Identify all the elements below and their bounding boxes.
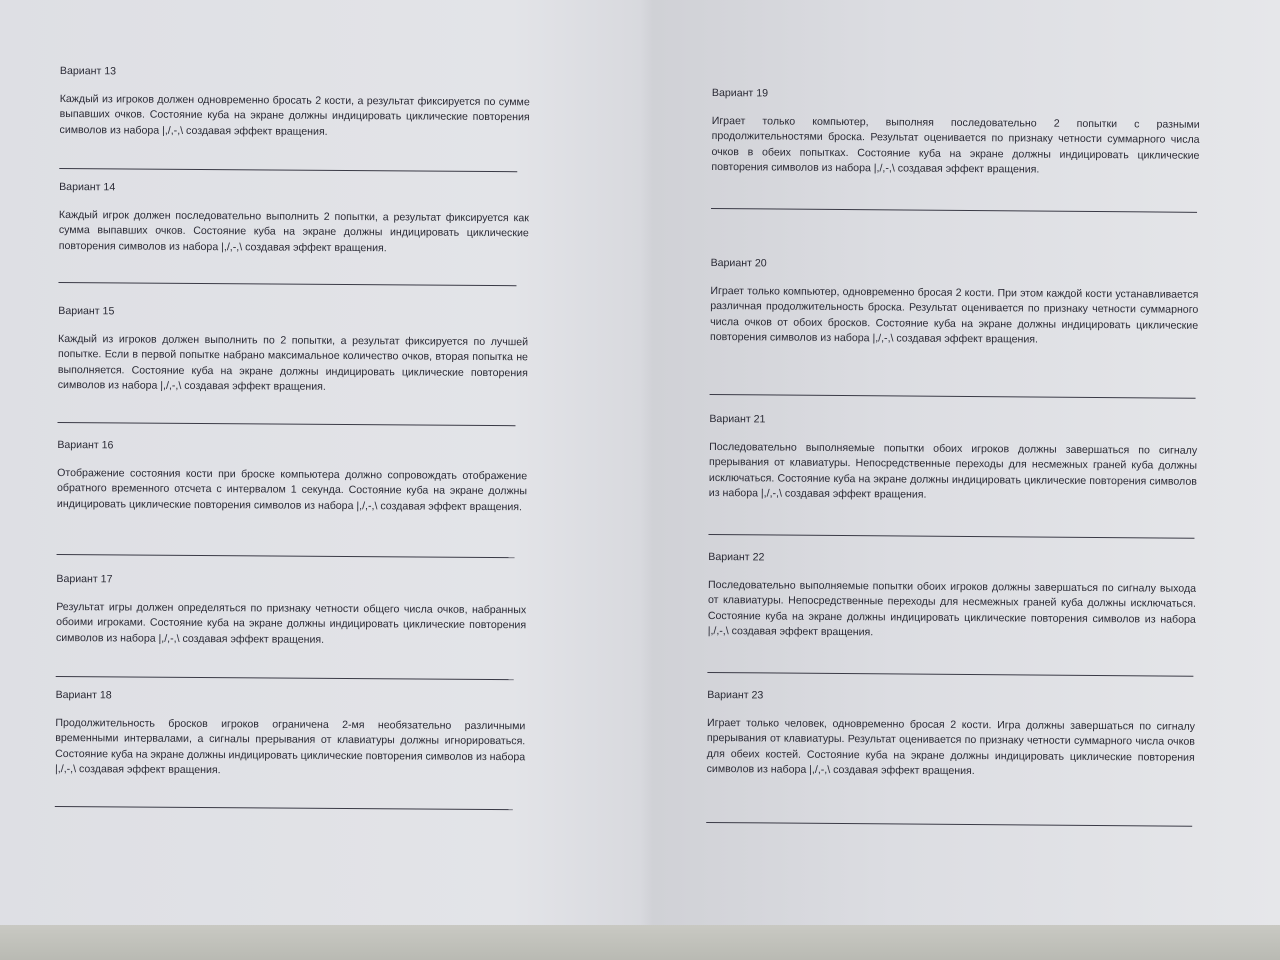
variant-title: Вариант 20 (710, 256, 767, 270)
variant-14 (58, 180, 529, 307)
variant-text: Каждый игрок должен последовательно выполнить 2 попытки, а результат фиксируется как сумма выпавших очков. Состояние куба на экране должны индицировать циклические повторения символов из набора |,/,-,\ создавая эффект вращения. (58, 208, 529, 254)
separator-line (710, 394, 1196, 399)
separator-line (58, 282, 516, 286)
separator-line (706, 822, 1192, 827)
separator-line (711, 208, 1197, 213)
variant-19 (711, 86, 1200, 260)
separator-line (708, 534, 1194, 539)
right-page (706, 86, 1200, 832)
variant-title: Вариант 13 (59, 64, 117, 78)
variant-text: Результат игры должен определяться по признаку четности общего числа очков, набранных обоими игроками. Состояние куба на экране должны индицировать циклические повторения символов из набора |,/,-,\ создавая эффект вращения. (55, 600, 527, 646)
variant-17 (56, 572, 527, 691)
variant-title: Вариант 15 (58, 304, 115, 318)
separator-line (57, 422, 515, 426)
table-surface (0, 925, 1280, 960)
separator-line (56, 676, 514, 680)
variant-title: Вариант 17 (56, 572, 113, 586)
variant-21 (708, 412, 1197, 554)
variant-18 (55, 688, 526, 821)
variant-title: Вариант 23 (707, 688, 764, 702)
variant-title: Вариант 16 (57, 438, 114, 452)
variant-23 (706, 688, 1195, 832)
variant-text: Играет только компьютер, выполняя последовательно 2 попытки с разными продолжительностями броска. Результат оценивается по признаку четности суммарного числа очков в обеих попытках. Состояние куба на экране должны индицировать циклические повторения символов из набора |,/,-,\ создавая эффект вращения. (711, 114, 1200, 176)
variant-text: Каждый из игроков должен выполнить по 2 попытки, а результат фиксируется по лучшей попытке. Если в первой попытке набрано максимальное количество очков, вторая попытка не выполняется. Состояние куба на экране должны индицировать циклические повторения символов из набора |,/,-,\ создавая эффект вращения. (57, 332, 529, 393)
variant-title: Вариант 19 (711, 86, 769, 100)
variant-title: Вариант 21 (709, 412, 766, 426)
variant-text: Отображение состояния кости при броске компьютера должно сопровождать отображение обратного временного отсчета с интервалом 1 секунда. Состояние куба на экране должны индицировать циклические повторения символов из набора |,/,-,\ создавая эффект вращения. (56, 466, 528, 513)
separator-line (55, 806, 513, 810)
separator-line (59, 168, 517, 172)
variant-13 (59, 64, 530, 175)
left-page (55, 64, 530, 821)
variant-20 (709, 256, 1198, 416)
variant-title: Вариант 22 (708, 550, 765, 564)
variant-text: Играет только компьютер, одновременно бросая 2 кости. При этом каждой кости устанавливается различная продолжительность броска. Результат оценивается по признаку четности суммарного числа очков от обоих бросков. Состояние куба на экране должны индицировать циклические повторения символов из набора |,/,-,\ создавая эффект вращения. (709, 284, 1199, 346)
variant-text: Играет только человек, одновременно бросая 2 кости. Игра должны завершаться по сигналу прерывания от клавиатуры. Результат оценивается по признаку четности суммарного числа очков для обеих костей. Состояние куба на экране должны индицировать циклические повторения символов из набора |,/,-,\ создавая эффект вращения. (706, 716, 1196, 778)
variant-title: Вариант 18 (55, 688, 112, 702)
variant-22 (707, 550, 1196, 692)
separator-line (707, 672, 1193, 677)
variant-16 (56, 438, 527, 575)
variant-text: Каждый из игроков должен одновременно бросать 2 кости, а результат фиксируется по сумме выпавших очков. Состояние куба на экране должны индицировать циклические повторения символов из набора |,/,-,\ создавая эффект вращения. (59, 92, 530, 138)
variant-text: Последовательно выполняемые попытки обоих игроков должны завершаться по сигналу прерывания от клавиатуры. Непосредственные переходы для несмежных граней куба должны исключаться. Состояние куба на экране должны индицировать циклические повторения символов из набора |,/,-,\ создавая эффект вращения. (708, 440, 1198, 501)
variant-title: Вариант 14 (59, 180, 116, 194)
separator-line (57, 554, 515, 558)
variant-15 (57, 304, 528, 441)
variant-text: Последовательно выполняемые попытки обоих игроков должны завершаться по сигналу выхода от клавиатуры. Непосредственные переходы для несмежных граней куба должны исключаться. Состояние куба на экране должны индицировать циклические повторения символов из набора |,/,-,\ создавая эффект вращения. (707, 578, 1197, 639)
variant-text: Продолжительность бросков игроков ограничена 2-мя необязательно различными временными интервалами, а сигналы прерывания от клавиатуры должны игнорироваться. Состояние куба на экране должны индицировать циклические повторения символов из набора |,/,-,\ создавая эффект вращения. (55, 716, 526, 777)
